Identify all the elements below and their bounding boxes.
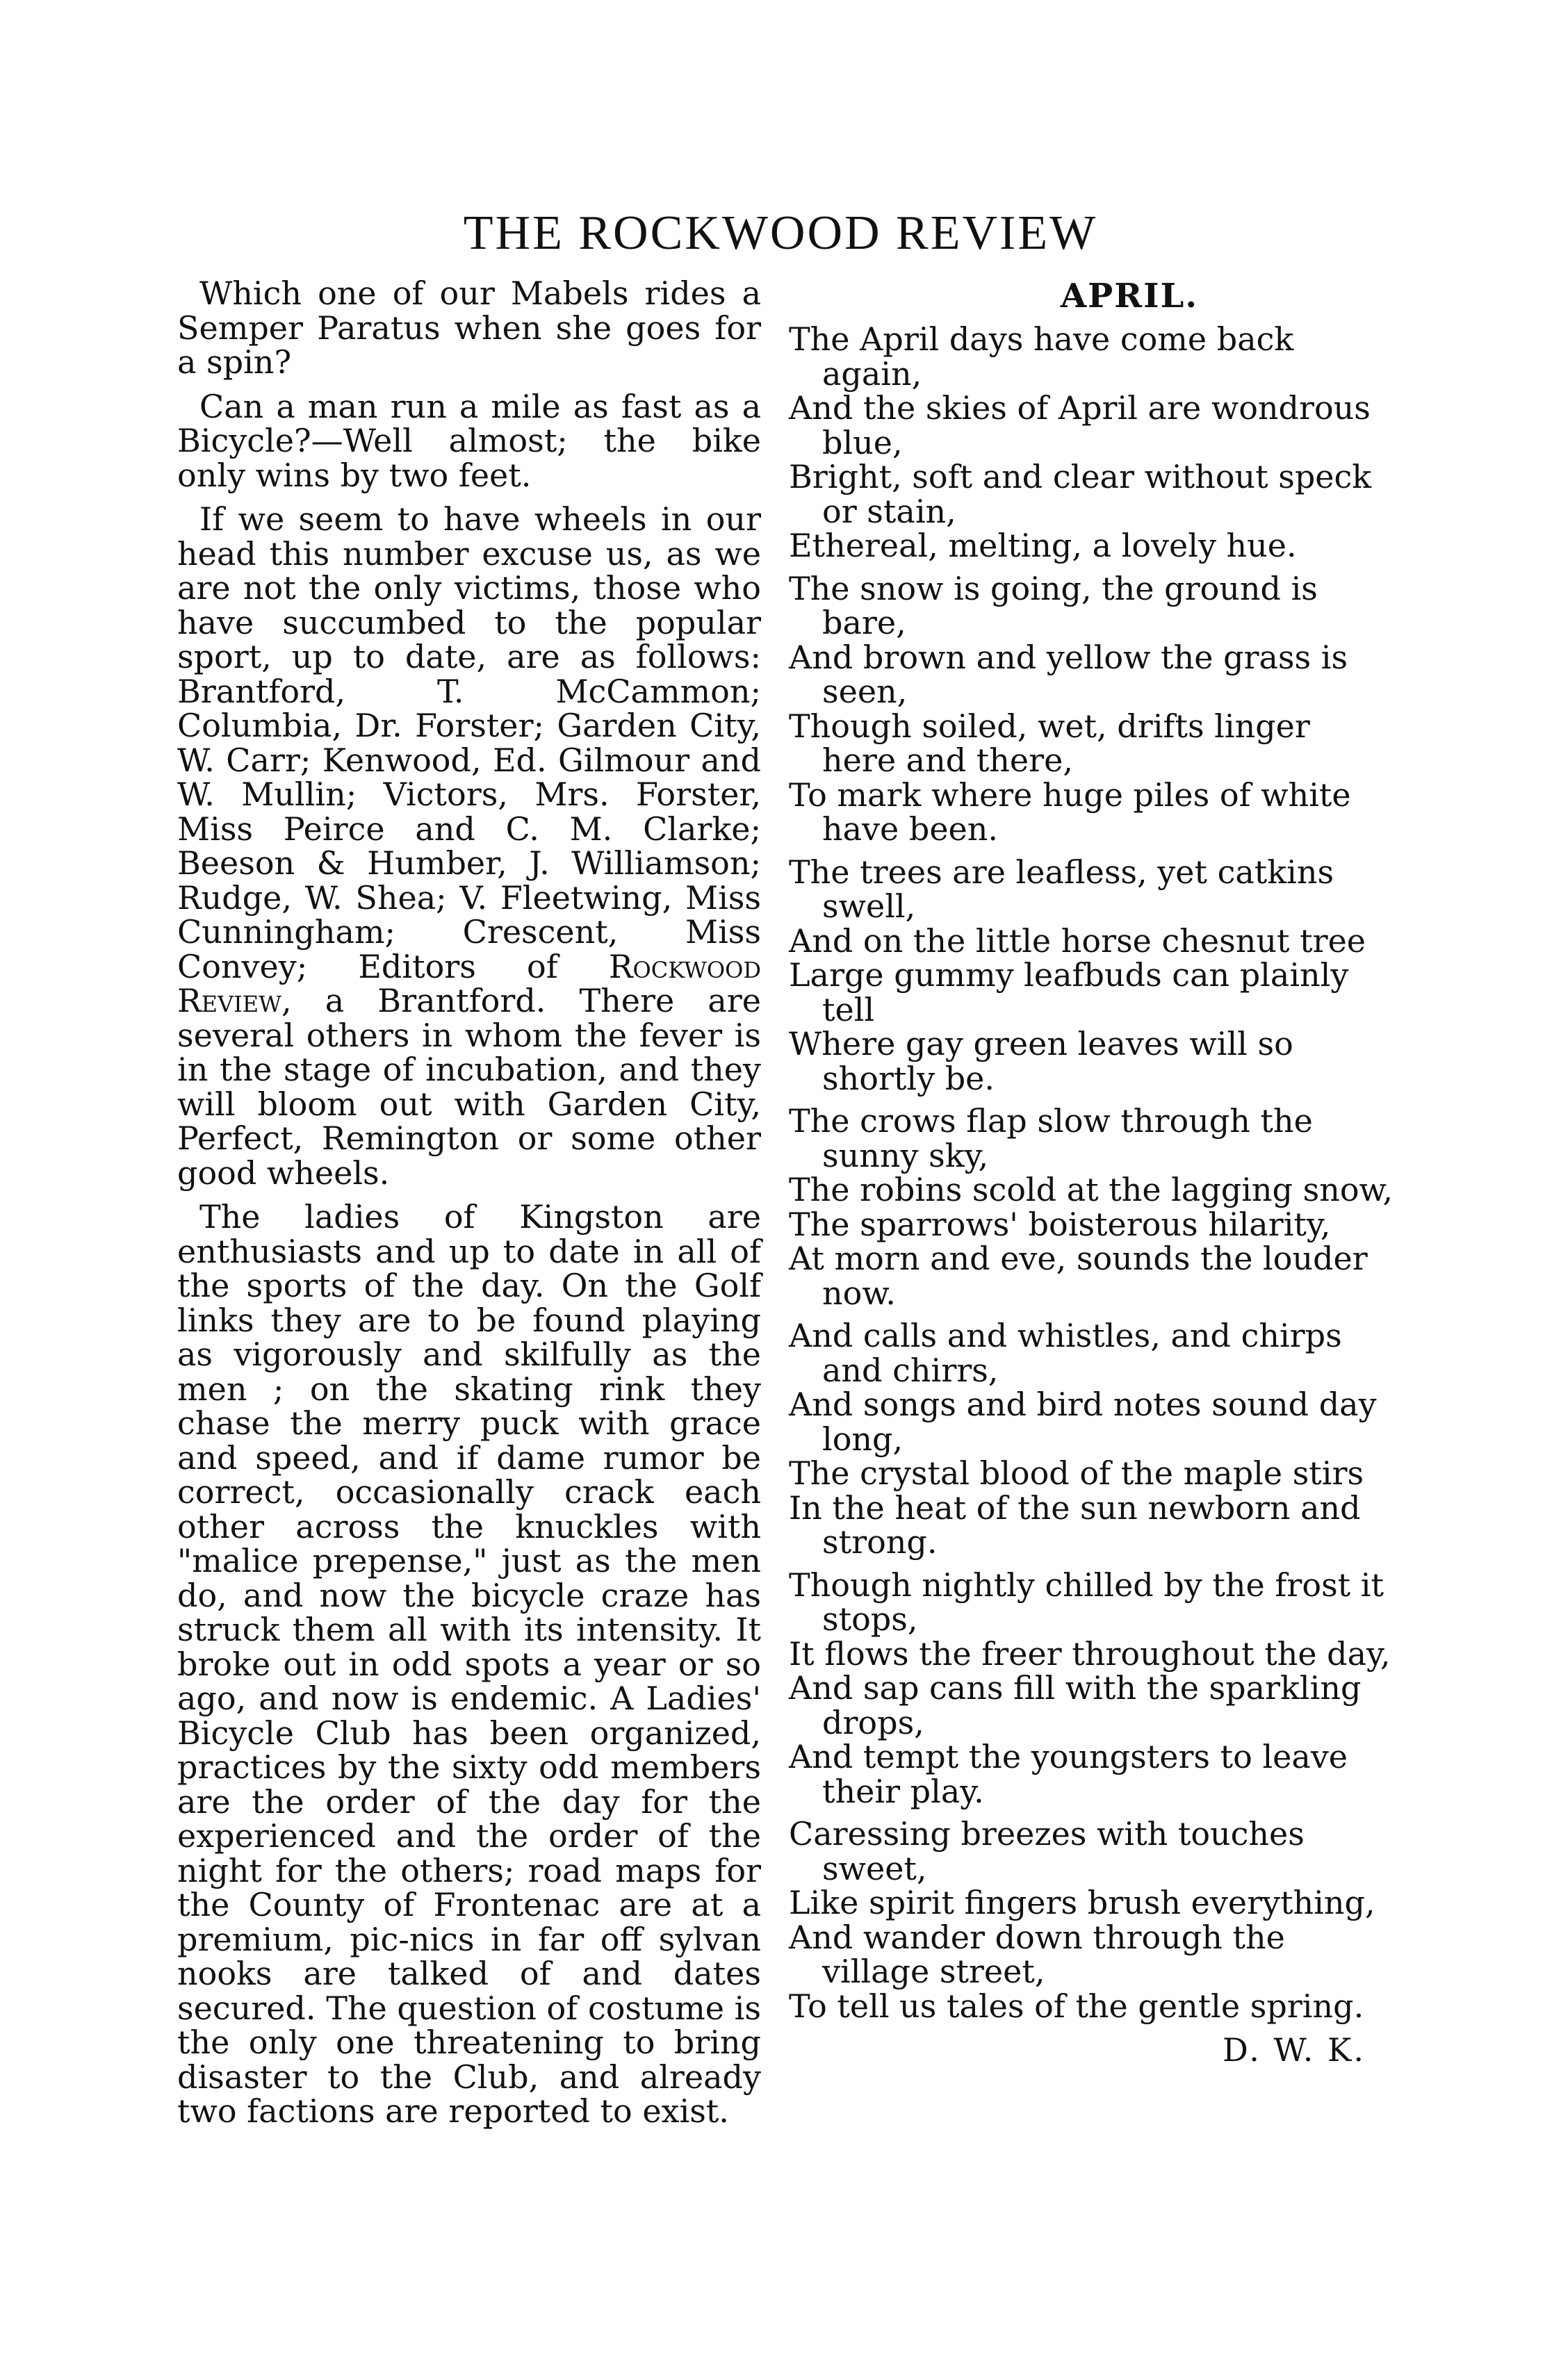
poem-line: Bright, soft and clear without speck or stain,: [789, 458, 1372, 530]
rockwood-review-name: Rockwood Review: [177, 947, 761, 1019]
poem-line: And tempt the youngsters to leave their play.: [789, 1738, 1348, 1810]
poem-line: And the skies of April are wondrous blue,: [789, 389, 1371, 461]
poem-title: APRIL.: [1060, 277, 1199, 315]
poem-line: It flows the freer throughout the day,: [789, 1634, 1391, 1673]
right-column: [789, 277, 1394, 2068]
poem-line: And on the little horse chesnut tree: [789, 921, 1366, 960]
poem-line: Like spirit fingers brush everything,: [789, 1884, 1375, 1921]
poem-line: To tell us tales of the gentle spring.: [789, 1987, 1364, 2025]
poem-line: The crystal blood of the maple stirs: [789, 1454, 1364, 1492]
poem-line: Caressing breezes with touches sweet,: [789, 1815, 1305, 1887]
poem-line: And calls and whistles, and chirps and chirrs,: [789, 1317, 1342, 1389]
poem-stanza: [789, 1104, 1394, 1311]
poem-line: Though nightly chilled by the frost it stops,: [789, 1566, 1384, 1638]
poem-line: And wander down through the village street,: [789, 1918, 1285, 1990]
poem-line: Though soiled, wet, drifts linger here and there,: [789, 707, 1310, 779]
poem-line: The crows flap slow through the sunny sky,: [789, 1102, 1313, 1174]
poem-stanza: [789, 1319, 1394, 1560]
poem-stanza: [789, 1568, 1394, 1809]
poem-line: And songs and bird notes sound day long,: [789, 1386, 1377, 1458]
wheel-owners-text-a: If we seem to have wheels in our head this number excuse us, as we are not the only victims, those who have succumbed to the popular sport, up to date, are as follows: Brantford, T. McCammon; Columbia, Dr. Forster; Garden City, W. Carr; Kenwood, Ed. Gilmour and W. Mullin; Victors, Mrs. Forster, Miss Peirce and C. M. Clarke; Beeson & Humber, J. Williamson; Rudge, W. Shea; V. Fleetwing, Miss Cunningham; Crescent, Miss Convey; Editors of: [177, 500, 761, 985]
left-column: [177, 274, 761, 2139]
poem-line: In the heat of the sun newborn and strong.: [789, 1488, 1361, 1561]
poem-line: To mark where huge piles of white have been.: [789, 775, 1351, 848]
poem-stanza: [789, 569, 1394, 848]
poem-stanza: [789, 855, 1394, 1097]
poem-line: The sparrows' boisterous hilarity,: [789, 1205, 1331, 1243]
poem-line: And sap cans fill with the sparkling drops,: [789, 1669, 1362, 1741]
poem-stanza: [789, 1817, 1394, 2024]
poem-line: At morn and eve, sounds the louder now.: [789, 1240, 1368, 1312]
poem-line: And brown and yellow the grass is seen,: [789, 638, 1348, 710]
poem-line: The trees are leafless, yet catkins swell,: [789, 853, 1334, 925]
poem-line: Large gummy leafbuds can plainly tell: [789, 956, 1349, 1028]
poem-stanza: [789, 322, 1394, 564]
paragraph-man-vs-bicycle: Can a man run a mile as fast as a Bicycle?—Well almost; the bike only wins by two feet.: [177, 387, 761, 494]
poem-signature: D. W. K.: [1223, 2031, 1366, 2069]
wheel-owners-text-b: , a Brantford. There are several others in whom the fever is in the stage of incubation, and they will bloom out with Garden City, Perfect, Remington or some other good wheels.: [177, 982, 761, 1192]
poem-body: [789, 322, 1394, 2024]
paragraph-mabels: Which one of our Mabels rides a Semper Paratus when she goes for a spin?: [177, 274, 761, 381]
poem-line: Ethereal, melting, a lovely hue.: [789, 527, 1297, 564]
poem-line: The robins scold at the lagging snow,: [789, 1171, 1394, 1208]
poem-line: The snow is going, the ground is bare,: [789, 569, 1318, 641]
poem-line: The April days have come back again,: [789, 320, 1294, 393]
paragraph-kingston-ladies: The ladies of Kingston are enthusiasts and up to date in all of the sports of the day. On the Golf links they are to be found playing as vigorously and skilfully as the men ; on the skating rink they chase the merry puck with grace and speed, and if dame rumor be correct, occasionally crack each other across the knuckles with "malice prepense," just as the men do, and now the bicycle craze has struck them all with its intensity. It broke out in odd spots a year or so ago, and now is endemic. A Ladies' Bicycle Club has been organized, practices by the sixty odd members are the order of the day for the experienced and the order of the night for the others; road maps for the County of Frontenac are at a premium, pic-nics in far off sylvan nooks are talked of and dates secured. The question of costume is the only one threatening to bring disaster to the Club, and already two factions are reported to exist.: [177, 1198, 761, 2130]
paragraph-wheel-owners: [177, 502, 761, 1190]
poem-line: Where gay green leaves will so shortly be.: [789, 1025, 1293, 1097]
page-header: THE ROCKWOOD REVIEW: [463, 206, 1098, 260]
